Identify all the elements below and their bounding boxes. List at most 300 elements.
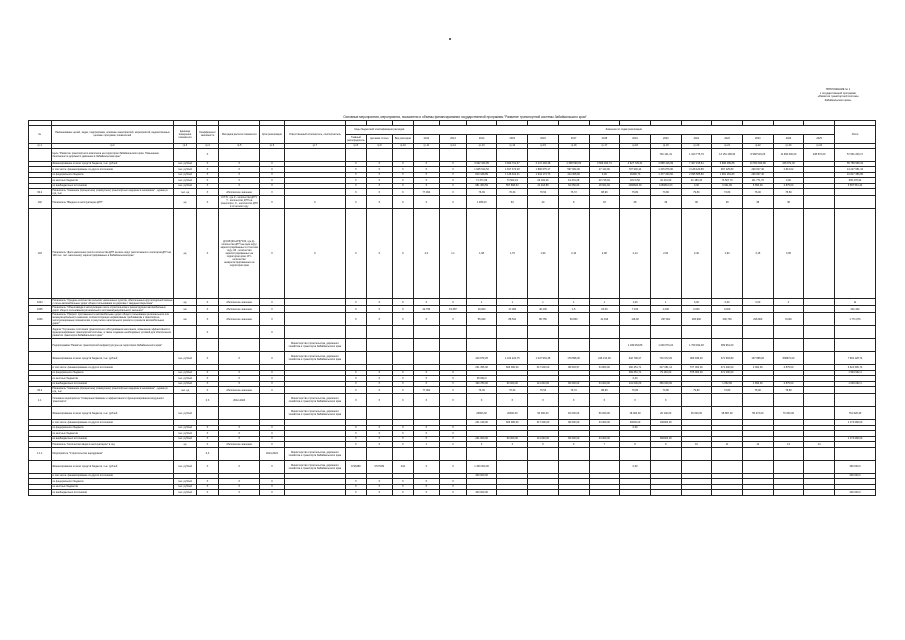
row-kbk-type: Х: [393, 196, 413, 209]
row-year-value: 371 693,80: [712, 352, 743, 365]
row-deadline: Х: [260, 490, 285, 496]
row-year-value: 606 380,00: [497, 365, 528, 371]
row-deadline: Х: [260, 484, 285, 490]
row-year-value: 1: [528, 299, 559, 306]
row-year-value: [712, 394, 743, 407]
row-name: Основное мероприятие "Совершенствование и эффективности функционирования воздушного транспорта": [51, 394, 174, 407]
row-kbk-type: Х: [393, 161, 413, 167]
column-number: гр.20: [681, 143, 712, 148]
col-header-year: 2013: [440, 134, 467, 143]
row-name: из местных бюджетов: [51, 178, 174, 184]
row-year-value: 21 180,43: [681, 178, 712, 184]
row-year-value: 17,000: [497, 306, 528, 313]
row-year-value: Х: [497, 394, 528, 407]
row-unit: тыс. рублей: [174, 460, 197, 473]
row-kbk-ppp: [346, 352, 366, 365]
row-coef: Х: [196, 183, 219, 189]
row-name: из федерального бюджета: [51, 172, 174, 178]
row-total: 201,342: [835, 306, 876, 313]
row-year-value: [712, 326, 743, 339]
col-header-kbk-type: Вид расходов: [393, 134, 413, 143]
row-method: Х: [219, 376, 260, 382]
row-executor: [284, 306, 345, 313]
row-coef: Х: [196, 425, 219, 431]
row-total: 605 278,92: [835, 178, 876, 184]
col-header-num: №: [29, 125, 52, 143]
row-number: [29, 148, 52, 161]
row-unit: тыс. рублей: [174, 479, 197, 485]
row-name: Показатель "Объем ввода в эксплуатацию после строительства и реконструкции автомобильных дорог общего пользования регионального или межмуниципального значения": [51, 306, 174, 313]
column-number: гр.3: [174, 143, 197, 148]
row-deadline: Х: [260, 299, 285, 306]
row-coef: Х: [196, 442, 219, 448]
row-year-value: [742, 394, 773, 407]
row-year-value: [589, 490, 620, 496]
row-method: [219, 148, 260, 161]
row-year-value: 9: [650, 442, 681, 448]
row-coef: Х: [196, 381, 219, 387]
row-year-value: Х: [440, 172, 467, 178]
row-kbk-ppp: Х: [346, 431, 366, 437]
row-year-value: [440, 326, 467, 339]
row-year-value: 3,35: [773, 209, 804, 299]
row-kbk-target: Х: [366, 387, 393, 394]
row-year-value: [804, 306, 835, 313]
row-year-value: Х: [440, 394, 467, 407]
column-number: гр.5: [219, 143, 260, 148]
row-kbk-type: Х: [393, 381, 413, 387]
row-year-value: Х: [413, 167, 440, 173]
row-kbk-target: [366, 148, 393, 161]
row-year-value: 7 407 155,81: [681, 161, 712, 167]
row-year-value: Х: [466, 394, 497, 407]
row-coef: Х: [196, 484, 219, 490]
row-name: из федерального бюджета: [51, 479, 174, 485]
row-year-value: 471 200,00: [712, 370, 743, 376]
row-method: 2012-2024: [219, 394, 260, 407]
row-name: Показатель "Прирост протяженности автомобильных дорог общего пользования регионального или межмуниципального значения, соответствующих нормативным требованиям к транспортно-эксплуатационным показателям, в результате капитального ремонта и ремонта автомобильных дорог": [51, 313, 174, 326]
row-year-value: 34 000,00: [589, 420, 620, 426]
row-year-value: 38: [681, 196, 712, 209]
row-name: из внебюджетных источников: [51, 436, 174, 442]
table-row: [29, 394, 876, 407]
row-year-value: 620 0,50: [620, 178, 651, 184]
row-total: [835, 326, 876, 339]
row-deadline: Х: [260, 167, 285, 173]
row-year-value: 86,750: [528, 313, 559, 326]
row-executor: Х: [284, 196, 345, 209]
row-kbk-type: Х: [393, 370, 413, 376]
table-row: [29, 306, 876, 313]
row-kbk-target: Х: [366, 313, 393, 326]
row-kbk-target: Х: [366, 394, 393, 407]
row-total: 1 174 068,00: [835, 420, 876, 426]
row-kbk-target: Х: [366, 436, 393, 442]
row-year-value: 66 000,00: [558, 436, 589, 442]
row-year-value: 29 718,92: [589, 178, 620, 184]
row-kbk-type: Х: [393, 394, 413, 407]
row-number: 60.2: [29, 387, 52, 394]
row-year-value: 3 849 701,57: [497, 161, 528, 167]
row-year-value: [681, 326, 712, 339]
row-year-value: 141 000,00: [620, 381, 651, 387]
row-year-value: 8,000: [773, 313, 804, 326]
row-year-value: 0,00: [620, 376, 651, 382]
row-year-value: 48 887,00: [712, 407, 743, 420]
row-year-value: 10,000: [466, 306, 497, 313]
row-year-value: [413, 326, 440, 339]
row-year-value: 73,80: [712, 387, 743, 394]
row-kbk-target: Х: [366, 172, 393, 178]
column-number: гр.22: [742, 143, 773, 148]
row-unit: тыс. ед: [174, 189, 197, 196]
column-number: гр.14: [497, 143, 528, 148]
row-year-value: 34 000,00: [589, 381, 620, 387]
col-header-year: 2023: [742, 134, 773, 143]
row-coef: Х: [196, 148, 219, 161]
row-year-value: 76,72: [558, 189, 589, 196]
row-year-value: [589, 460, 620, 473]
row-year-value: [804, 209, 835, 299]
row-kbk-target: Х: [366, 299, 393, 306]
row-name: из внебюджетных источников: [51, 183, 174, 189]
row-year-value: 12: [742, 442, 773, 448]
row-coef: Х: [196, 196, 219, 209]
col-header-coef: Коэффициент значимости: [196, 125, 219, 143]
row-year-value: [528, 460, 559, 473]
row-kbk-target: Х: [366, 484, 393, 490]
row-name: Финансирование из всех средств бюджета, тыс. рублей: [51, 161, 174, 167]
row-year-value: [742, 306, 773, 313]
row-year-value: Х: [440, 431, 467, 437]
row-name: в том числе: финансирование из других источников: [51, 420, 174, 426]
row-year-value: 73 502,19: [497, 178, 528, 184]
row-executor: [284, 148, 345, 161]
row-year-value: Х: [413, 394, 440, 407]
row-method: К=Т/С, где К - количество ДТП; Т - количество ДТП на транспорте; С - количество ДТП в отчетном году: [220, 196, 258, 208]
row-year-value: 39: [650, 196, 681, 209]
row-year-value: [773, 447, 804, 460]
row-number: [29, 352, 52, 365]
row-year-value: 740 141,31: [650, 148, 681, 161]
row-year-value: 111 771,70: [742, 178, 773, 184]
row-year-value: 7: [589, 442, 620, 448]
row-year-value: 1,00: [620, 299, 651, 306]
row-year-value: [413, 148, 440, 161]
row-deadline: Х: [260, 425, 285, 431]
row-year-value: [650, 447, 681, 460]
row-number: [29, 326, 52, 339]
row-year-value: 231 356,00: [466, 365, 497, 371]
row-year-value: 8: [558, 196, 589, 209]
row-total: 400 000,0: [835, 490, 876, 496]
row-year-value: 32 431,90: [650, 178, 681, 184]
row-year-value: 5: [528, 442, 559, 448]
row-year-value: Х: [413, 381, 440, 387]
row-year-value: [528, 339, 559, 352]
row-year-value: 55 474,00: [742, 407, 773, 420]
row-year-value: 8: [620, 442, 651, 448]
appendix-line: ПРИЛОЖЕНИЕ № 1: [825, 88, 851, 91]
row-year-value: [440, 339, 467, 352]
row-year-value: 1 650,00: [742, 381, 773, 387]
table-row: [29, 460, 876, 473]
row-year-value: 469 351,71: [620, 370, 651, 376]
row-number: 1.1.1: [29, 447, 52, 460]
row-executor: Министерство строительства, дорожного хозяйства и транспорта Забайкальского края: [284, 339, 345, 352]
row-coef: Х: [196, 370, 219, 376]
row-executor: Министерство строительства, дорожного хозяйства и транспорта Забайкальского края: [284, 407, 345, 420]
row-name: из федерального бюджета: [51, 425, 174, 431]
row-year-value: [804, 387, 835, 394]
row-name: Подпрограмма "Развитие транспортной инфраструктуры на территории Забайкальского края": [51, 339, 174, 352]
row-year-value: 1 046 573,24: [650, 339, 681, 352]
row-kbk-ppp: Х: [346, 490, 366, 496]
row-year-value: [650, 460, 681, 473]
row-kbk-ppp: 0716480: [346, 460, 366, 473]
appendix-line: «Развитие транспортной системы: [817, 95, 859, 99]
row-kbk-target: Х: [366, 376, 393, 382]
col-header-deadline: Срок реализации: [260, 125, 285, 143]
row-year-value: Х: [413, 183, 440, 189]
row-kbk-target: Х: [366, 306, 393, 313]
appendix-line: к государственной программе: [820, 91, 856, 95]
row-name: из федерального бюджета: [51, 370, 174, 376]
row-kbk-target: Х: [366, 209, 393, 299]
row-unit: км: [174, 313, 197, 326]
row-year-value: 36 000,00: [681, 407, 712, 420]
row-method: [219, 339, 260, 352]
column-number: гр.6: [260, 143, 285, 148]
row-year-value: 809 936,20: [681, 352, 712, 365]
row-year-value: [620, 326, 651, 339]
row-year-value: [558, 490, 589, 496]
row-year-value: [804, 339, 835, 352]
row-coef: Х: [196, 209, 219, 299]
row-year-value: 2,60: [650, 209, 681, 299]
row-kbk-ppp: Х: [346, 313, 366, 326]
row-kbk-target: Х: [366, 370, 393, 376]
table-row: [29, 447, 876, 460]
row-method: [219, 447, 260, 460]
row-coef: Х: [196, 299, 219, 306]
row-year-value: 73,80: [650, 387, 681, 394]
row-name: из внебюджетных источников: [51, 490, 174, 496]
row-coef: Х: [196, 167, 219, 173]
row-year-value: [440, 352, 467, 365]
row-year-value: [804, 299, 835, 306]
row-deadline: Х: [260, 479, 285, 485]
row-year-value: 88,99: [589, 189, 620, 196]
row-year-value: [528, 148, 559, 161]
row-year-value: 1: [589, 299, 620, 306]
col-header-kbk-target: Целевая статья: [366, 134, 393, 143]
row-year-value: 797 900,44: [620, 167, 651, 173]
row-year-value: 3 172 493,38: [528, 161, 559, 167]
row-year-value: 716 672,00: [650, 352, 681, 365]
row-year-value: 246 213,09: [589, 352, 620, 365]
row-executor: [284, 189, 345, 196]
program-table: [28, 120, 876, 496]
row-year-value: [589, 148, 620, 161]
row-year-value: 76,00: [742, 387, 773, 394]
row-kbk-type: Х: [393, 387, 413, 394]
table-row: [29, 313, 876, 326]
row-year-value: Х: [558, 394, 589, 407]
col-header-year: 2015: [497, 134, 528, 143]
row-method: Х: [219, 167, 260, 173]
row-name: Задача "Улучшение состояния транспортного обслуживания населения, повышение эффективности функционирования транспортной системы, а также создание необходимых условий для обеспечения развития транспорта Забайкальского края": [51, 326, 174, 339]
row-deadline: Х: [260, 352, 285, 365]
row-year-value: Х: [413, 178, 440, 184]
row-year-value: [773, 339, 804, 352]
row-number: 60.2: [29, 189, 52, 196]
row-year-value: [413, 339, 440, 352]
row-year-value: 0,00: [773, 178, 804, 184]
row-year-value: 76,00: [742, 189, 773, 196]
row-kbk-type: Х: [393, 178, 413, 184]
row-year-value: 1 104 224,75: [497, 352, 528, 365]
row-year-value: 60,800: [558, 313, 589, 326]
table-header-row: [29, 125, 876, 134]
row-deadline: Х: [260, 178, 285, 184]
column-number: гр.11: [413, 143, 440, 148]
row-year-value: [804, 490, 835, 496]
row-total: 10 817 386,86: [835, 172, 876, 178]
col-header-year: 2024: [773, 134, 804, 143]
row-year-value: 1 709 492,28: [681, 339, 712, 352]
row-total: 460 000,0: [835, 460, 876, 473]
table-row: [29, 189, 876, 196]
row-year-value: Х: [413, 431, 440, 437]
row-year-value: 1 485,00: [466, 196, 497, 209]
table-row: [29, 352, 876, 365]
row-total: [835, 447, 876, 460]
row-year-value: 1: [650, 299, 681, 306]
row-unit: тыс. рублей: [174, 436, 197, 442]
row-year-value: 231 000,00: [466, 436, 497, 442]
row-unit: тыс. рублей: [174, 425, 197, 431]
row-year-value: 18 604,92: [589, 183, 620, 189]
row-year-value: 4 875,00: [773, 365, 804, 371]
row-year-value: 3 566 494,74: [589, 161, 620, 167]
row-name: Показатель "Количество ввода в эксплуатацию" в год: [51, 442, 174, 448]
table-row: [29, 326, 876, 339]
row-total: 400 000,0: [835, 473, 876, 479]
row-name: Показатель "Введено в эксплуатацию ДТП": [51, 196, 174, 209]
row-deadline: Х: [260, 370, 285, 376]
row-year-value: [773, 490, 804, 496]
row-year-value: 360000,00: [650, 436, 681, 442]
row-kbk-ppp: [346, 447, 366, 460]
row-year-value: 18 000,00: [620, 407, 651, 420]
row-deadline: Х: [260, 172, 285, 178]
row-deadline: [260, 148, 285, 161]
row-year-value: [497, 148, 528, 161]
col-header-years: Значения по годам реализации: [413, 125, 834, 134]
row-year-value: 0,00: [620, 460, 651, 473]
row-method: Абсолютное значение: [219, 306, 260, 313]
row-executor: [284, 490, 345, 496]
row-year-value: [804, 326, 835, 339]
row-year-value: 79 181,00: [650, 370, 681, 376]
col-header-year: 2020: [650, 134, 681, 143]
row-year-value: 1 945 514,52: [466, 167, 497, 173]
row-year-value: Х: [413, 425, 440, 431]
row-total: 3 622 396,74: [835, 365, 876, 371]
row-unit: тыс. рублей: [174, 161, 197, 167]
row-year-value: 1,1: [440, 209, 467, 299]
row-executor: [284, 387, 345, 394]
row-year-value: 6 868 489,88: [712, 161, 743, 167]
row-kbk-ppp: Х: [346, 370, 366, 376]
row-name: Финансирование из всех средств бюджета, тыс. рублей: [51, 407, 174, 420]
row-deadline: Х: [260, 306, 285, 313]
row-year-value: 111 000,00: [528, 381, 559, 387]
row-method: [219, 326, 260, 339]
column-number: гр.19: [650, 143, 681, 148]
row-year-value: 1,79: [497, 209, 528, 299]
row-coef: Х: [196, 479, 219, 485]
row-unit: ед: [174, 442, 197, 448]
table-row: [29, 299, 876, 306]
row-year-value: [558, 148, 589, 161]
row-year-value: 41,916: [589, 313, 620, 326]
row-year-value: Х: [440, 490, 467, 496]
row-year-value: 79,80: [681, 189, 712, 196]
row-year-value: 73,80: [712, 189, 743, 196]
row-kbk-type: [393, 339, 413, 352]
table-row: [29, 209, 876, 299]
row-coef: Х: [196, 161, 219, 167]
row-year-value: [804, 352, 835, 365]
row-year-value: 76,39: [466, 387, 497, 394]
row-method: Х: [219, 370, 260, 376]
col-header-year: 2018: [589, 134, 620, 143]
row-year-value: Х: [440, 436, 467, 442]
row-kbk-ppp: Х: [346, 425, 366, 431]
row-kbk-type: Х: [393, 306, 413, 313]
row-kbk-target: Х: [366, 189, 393, 196]
row-year-value: [413, 407, 440, 420]
row-year-value: 416 879,25: [466, 352, 497, 365]
row-deadline: Х: [260, 189, 285, 196]
col-header-year: 2014: [466, 134, 497, 143]
row-total: [835, 339, 876, 352]
col-header-kbk-ppp: Главный распорядитель: [347, 135, 365, 142]
row-deadline: Х: [260, 161, 285, 167]
row-year-value: 27 114,36: [589, 167, 620, 173]
row-year-value: Х: [589, 394, 620, 407]
row-unit: км: [174, 306, 197, 313]
row-year-value: 6: [558, 442, 589, 448]
row-year-value: 78,80: [773, 189, 804, 196]
row-total: [835, 196, 876, 209]
row-year-value: 2,10: [558, 209, 589, 299]
row-year-value: Х: [413, 161, 440, 167]
row-unit: тыс. рублей: [174, 376, 197, 382]
row-year-value: [497, 447, 528, 460]
row-year-value: 197 888,00: [742, 352, 773, 365]
row-total: 1 771,676: [835, 313, 876, 326]
row-year-value: 3: [466, 442, 497, 448]
row-number: [29, 407, 52, 420]
row-year-value: 66 000,00: [558, 381, 589, 387]
row-name: в том числе: финансирование из других источников: [51, 167, 174, 173]
row-year-value: [742, 460, 773, 473]
row-executor: Х: [284, 209, 345, 299]
row-year-value: [742, 339, 773, 352]
